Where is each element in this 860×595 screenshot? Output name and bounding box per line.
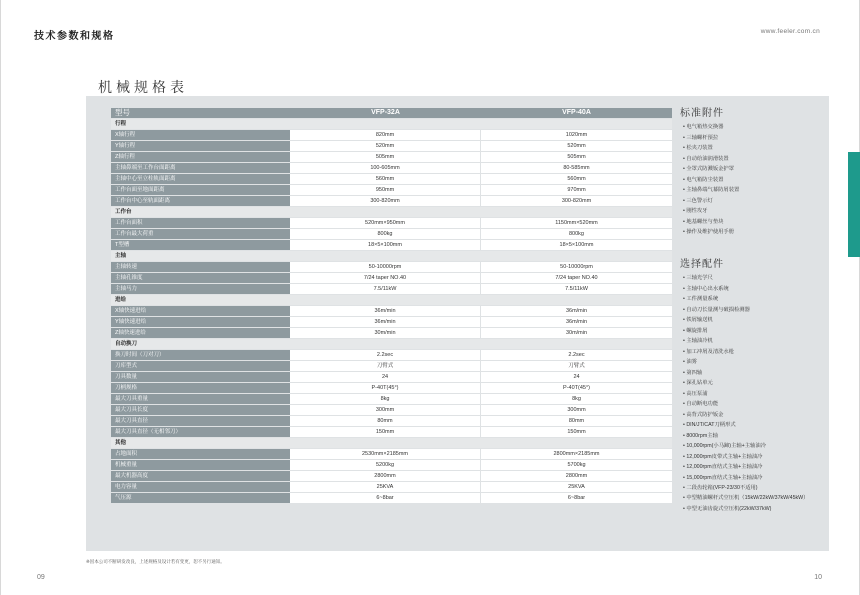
- vfp32a-value-cell: 560mm: [290, 174, 481, 184]
- column-header: VFP-32A: [290, 108, 481, 118]
- vfp32a-value-cell: 5200kg: [290, 460, 481, 470]
- spec-name-cell: 最大刀具重量: [111, 394, 290, 404]
- list-item: • 15,000rpm直结式主轴+主轴油冷: [680, 473, 820, 484]
- page-title: 机械规格表: [98, 79, 188, 95]
- list-item: • 主轴油冷机: [680, 336, 820, 347]
- vfp32a-value-cell: 800kg: [290, 229, 481, 239]
- vfp32a-value-cell: 520mm×950mm: [290, 218, 481, 228]
- vfp32a-value-cell: 2530mm×2185mm: [290, 449, 481, 459]
- table-row: [111, 152, 672, 162]
- list-item: • 中型精油螺杆式空压机（15kW/22kW/37kW/45kW）: [680, 494, 820, 504]
- page-number-right: 10: [814, 574, 822, 581]
- spec-name-cell: 刀柄规格: [111, 383, 290, 393]
- section-tab: [848, 152, 860, 257]
- spec-name-cell: 最大刀具长度: [111, 405, 290, 415]
- vfp40a-value-cell: 2800mm×2185mm: [481, 449, 672, 459]
- list-item: • 铁屑输送机: [680, 315, 820, 326]
- vfp32a-value-cell: 520mm: [290, 141, 481, 151]
- table-row: [111, 372, 672, 382]
- list-item: • 8000rpm主轴: [680, 431, 820, 442]
- vfp40a-value-cell: 2.2sec: [481, 350, 672, 360]
- list-item: • 油雾: [680, 357, 820, 368]
- vfp40a-value-cell: 5700kg: [481, 460, 672, 470]
- spec-name-cell: X轴快速进给: [111, 306, 290, 316]
- vfp40a-value-cell: 7/24 taper NO.40: [481, 273, 672, 283]
- spec-name-cell: 机械重量: [111, 460, 290, 470]
- vfp40a-value-cell: 80mm: [481, 416, 672, 426]
- vfp32a-value-cell: 30m/min: [290, 328, 481, 338]
- optional-accessories-heading: 选择配件: [680, 259, 724, 270]
- table-row: [111, 196, 672, 206]
- vfp32a-value-cell: 7/24 taper NO.40: [290, 273, 481, 283]
- vfp32a-value-cell: 950mm: [290, 185, 481, 195]
- list-item: • 电气箱防尘装置: [680, 175, 820, 186]
- spec-table-body: [111, 119, 672, 503]
- vfp40a-value-cell: 18×5×100mm: [481, 240, 672, 250]
- optional-accessories-list: [680, 273, 820, 514]
- vfp32a-value-cell: 80mm: [290, 416, 481, 426]
- list-item: • 中型无油齿旋式空压机(22kW/37kW): [680, 504, 820, 515]
- vfp40a-value-cell: 2800mm: [481, 471, 672, 481]
- table-row: [111, 218, 672, 228]
- list-item: • 深孔钻单元: [680, 378, 820, 389]
- table-row: [111, 141, 672, 151]
- list-item: • 二段齿轮箱(VFP-23/30不适用): [680, 483, 820, 494]
- list-item: • 三轴光学尺: [680, 273, 820, 284]
- vfp40a-value-cell: 6~8bar: [481, 493, 672, 503]
- list-item: • 主轴中心出水系统: [680, 284, 820, 295]
- table-row: [111, 185, 672, 195]
- spec-name-cell: 最大刀具直径（无相邻刀）: [111, 427, 290, 437]
- vfp32a-value-cell: 505mm: [290, 152, 481, 162]
- list-item: • 松夹刀装置: [680, 143, 820, 154]
- list-item: • 全罩式防溅钣金护罩: [680, 164, 820, 175]
- list-item: • DIN/JT/CAT刀柄形式: [680, 420, 820, 431]
- vfp32a-value-cell: 100-605mm: [290, 163, 481, 173]
- vfp40a-value-cell: 50-10000rpm: [481, 262, 672, 272]
- table-row: [111, 317, 672, 327]
- table-row: [111, 174, 672, 184]
- vfp40a-value-cell: 36m/min: [481, 306, 672, 316]
- vfp40a-value-cell: 8kg: [481, 394, 672, 404]
- vfp40a-value-cell: 7.5/11kW: [481, 284, 672, 294]
- section-label: 行程: [111, 119, 672, 129]
- table-header-row: [111, 108, 672, 118]
- section-label: 自动换刀: [111, 339, 672, 349]
- vfp40a-value-cell: 520mm: [481, 141, 672, 151]
- table-row: [111, 394, 672, 404]
- spec-name-cell: Y轴行程: [111, 141, 290, 151]
- section-row: [111, 251, 672, 261]
- section-row: [111, 207, 672, 217]
- vfp40a-value-cell: 800kg: [481, 229, 672, 239]
- page-edge-left: [0, 0, 1, 595]
- vfp40a-value-cell: 150mm: [481, 427, 672, 437]
- vfp32a-value-cell: 300-820mm: [290, 196, 481, 206]
- section-title: 技术参数和规格: [34, 31, 115, 42]
- spec-name-cell: 工作台最大荷重: [111, 229, 290, 239]
- spec-name-cell: 工作台中心至轨面距离: [111, 196, 290, 206]
- list-item: • 操作及维护使用手册: [680, 227, 820, 238]
- table-row: [111, 460, 672, 470]
- spec-name-cell: 占地面积: [111, 449, 290, 459]
- list-item: • 加工冲屑及清洗水枪: [680, 347, 820, 358]
- table-row: [111, 471, 672, 481]
- optional-accessories: [680, 255, 820, 514]
- table-row: [111, 427, 672, 437]
- vfp32a-value-cell: 36m/min: [290, 306, 481, 316]
- spec-name-cell: X轴行程: [111, 130, 290, 140]
- vfp32a-value-cell: 刀臂式: [290, 361, 481, 371]
- list-item: • 地基螺丝与垫块: [680, 217, 820, 228]
- vfp40a-value-cell: 25KVA: [481, 482, 672, 492]
- list-item: • 刚性攻牙: [680, 206, 820, 217]
- list-item: • 主轴鼻端气幕防屑装置: [680, 185, 820, 196]
- table-row: [111, 229, 672, 239]
- list-item: • 高背式防护钣金: [680, 410, 820, 421]
- spec-name-cell: 工作台面积: [111, 218, 290, 228]
- table-row: [111, 284, 672, 294]
- vfp40a-value-cell: 1020mm: [481, 130, 672, 140]
- list-item: • 第四轴: [680, 368, 820, 379]
- spec-table: [111, 107, 672, 504]
- website-url: www.feeler.com.cn: [760, 28, 820, 35]
- table-row: [111, 130, 672, 140]
- section-label: 主轴: [111, 251, 672, 261]
- column-header: VFP-40A: [481, 108, 672, 118]
- spec-name-cell: 主轴转速: [111, 262, 290, 272]
- table-row: [111, 383, 672, 393]
- vfp32a-value-cell: 820mm: [290, 130, 481, 140]
- section-label: 其他: [111, 438, 672, 448]
- table-row: [111, 273, 672, 283]
- vfp32a-value-cell: 8kg: [290, 394, 481, 404]
- table-row: [111, 306, 672, 316]
- table-row: [111, 416, 672, 426]
- footnote: ※因本公司不断研发改良，上述规格及设计若有变更，恕不另行通知。: [86, 559, 225, 564]
- spec-name-cell: Z轴行程: [111, 152, 290, 162]
- list-item: • 10,000rpm(小马蹄)主轴+主轴油冷: [680, 441, 820, 452]
- table-row: [111, 361, 672, 371]
- list-item: • 三色警示灯: [680, 196, 820, 207]
- vfp40a-value-cell: 1150mm×520mm: [481, 218, 672, 228]
- vfp32a-value-cell: 50-10000rpm: [290, 262, 481, 272]
- list-item: • 自动给油润滑装置: [680, 154, 820, 165]
- spec-name-cell: Z轴快速进给: [111, 328, 290, 338]
- table-row: [111, 262, 672, 272]
- vfp40a-value-cell: 300mm: [481, 405, 672, 415]
- spec-name-cell: T型槽: [111, 240, 290, 250]
- vfp40a-value-cell: 刀臂式: [481, 361, 672, 371]
- spec-name-cell: 最大刀具直径: [111, 416, 290, 426]
- list-item: • 12,000rpm直结式主轴+主轴油冷: [680, 462, 820, 473]
- spec-name-cell: 最大机器高度: [111, 471, 290, 481]
- list-item: • 高压泵浦: [680, 389, 820, 400]
- vfp32a-value-cell: 25KVA: [290, 482, 481, 492]
- vfp40a-value-cell: 80-585mm: [481, 163, 672, 173]
- section-label: 工作台: [111, 207, 672, 217]
- section-label: 进给: [111, 295, 672, 305]
- standard-accessories: [680, 104, 820, 238]
- list-item: • 自动断电功能: [680, 399, 820, 410]
- table-row: [111, 405, 672, 415]
- vfp32a-value-cell: 18×5×100mm: [290, 240, 481, 250]
- table-row: [111, 328, 672, 338]
- list-item: • 三轴螺杆预拉: [680, 133, 820, 144]
- spec-name-cell: 主轴孔锥度: [111, 273, 290, 283]
- vfp40a-value-cell: 36m/min: [481, 317, 672, 327]
- section-row: [111, 339, 672, 349]
- spec-name-cell: 主轴马力: [111, 284, 290, 294]
- spec-name-cell: 主轴鼻端至工作台面距离: [111, 163, 290, 173]
- vfp32a-value-cell: 2800mm: [290, 471, 481, 481]
- spec-name-cell: 工作台面至地面距离: [111, 185, 290, 195]
- vfp32a-value-cell: 150mm: [290, 427, 481, 437]
- standard-accessories-heading: 标准附件: [680, 108, 724, 119]
- standard-accessories-list: [680, 122, 820, 238]
- table-row: [111, 493, 672, 503]
- spec-name-cell: 刀库型式: [111, 361, 290, 371]
- table-row: [111, 482, 672, 492]
- list-item: • 自动刀长量测与破损检测器: [680, 305, 820, 316]
- table-row: [111, 163, 672, 173]
- vfp32a-value-cell: 2.2sec: [290, 350, 481, 360]
- vfp32a-value-cell: 6~8bar: [290, 493, 481, 503]
- spec-name-cell: 气压源: [111, 493, 290, 503]
- table-row: [111, 449, 672, 459]
- spec-name-cell: 换刀时间（刀对刀）: [111, 350, 290, 360]
- vfp32a-value-cell: 300mm: [290, 405, 481, 415]
- vfp40a-value-cell: 30m/min: [481, 328, 672, 338]
- list-item: • 电气箱热交换器: [680, 122, 820, 133]
- vfp32a-value-cell: P-40T(45°): [290, 383, 481, 393]
- vfp40a-value-cell: P-40T(45°): [481, 383, 672, 393]
- column-header: 型号: [111, 108, 290, 118]
- spec-name-cell: Y轴快速进给: [111, 317, 290, 327]
- vfp40a-value-cell: 300-820mm: [481, 196, 672, 206]
- list-item: • 12,000rpm皮带式主轴+主轴油冷: [680, 452, 820, 463]
- table-row: [111, 350, 672, 360]
- section-row: [111, 295, 672, 305]
- spec-name-cell: 主轴中心至立柱轨面距离: [111, 174, 290, 184]
- spec-name-cell: 电力容量: [111, 482, 290, 492]
- table-row: [111, 240, 672, 250]
- page-number-left: 09: [37, 574, 45, 581]
- vfp40a-value-cell: 560mm: [481, 174, 672, 184]
- list-item: • 螺旋排屑: [680, 326, 820, 337]
- list-item: • 工件测量系统: [680, 294, 820, 305]
- vfp32a-value-cell: 7.5/11kW: [290, 284, 481, 294]
- vfp32a-value-cell: 24: [290, 372, 481, 382]
- vfp40a-value-cell: 505mm: [481, 152, 672, 162]
- vfp40a-value-cell: 24: [481, 372, 672, 382]
- spec-name-cell: 刀具数量: [111, 372, 290, 382]
- section-row: [111, 119, 672, 129]
- section-row: [111, 438, 672, 448]
- vfp40a-value-cell: 970mm: [481, 185, 672, 195]
- vfp32a-value-cell: 36m/min: [290, 317, 481, 327]
